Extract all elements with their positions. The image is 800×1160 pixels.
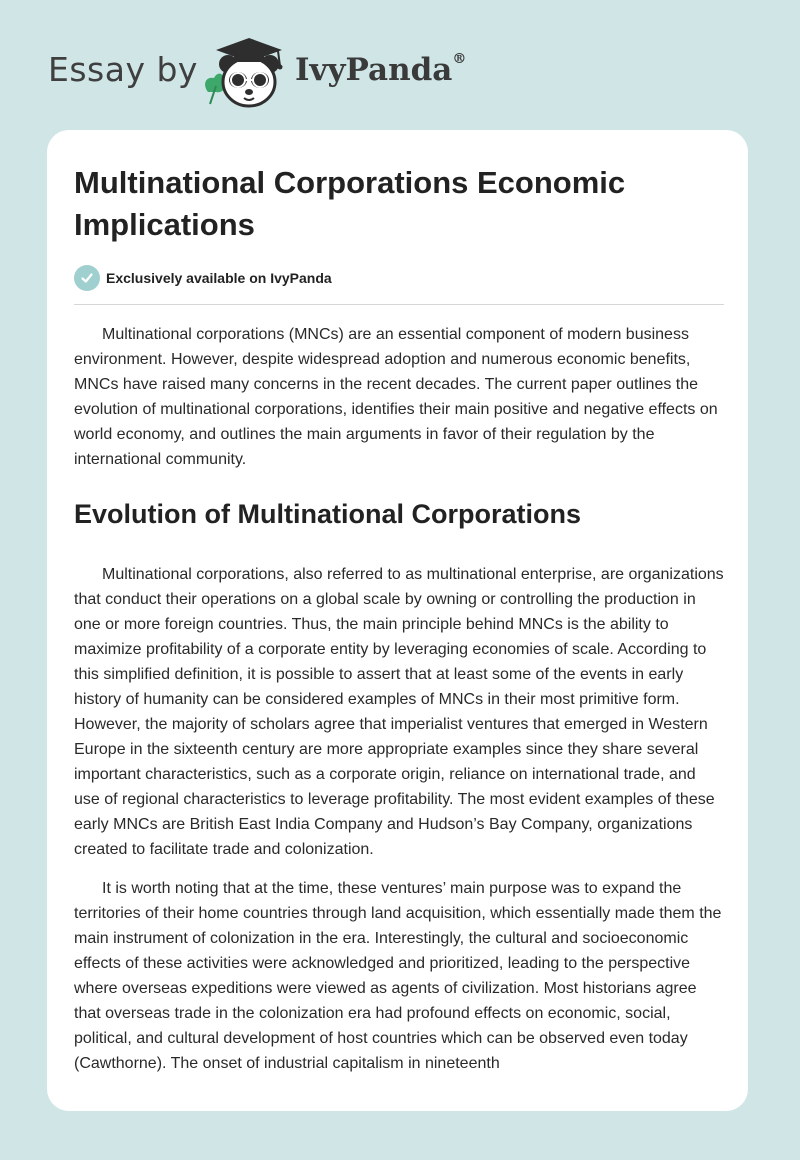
essay-title: Multinational Corporations Economic Implications	[74, 165, 626, 242]
essay-content	[74, 162, 724, 1076]
body-paragraph-2: It is worth noting that at the time, these ventures’ main purpose was to expand the territories of their home countries through land acquisition, which essentially made them the main instrument of colonization in the era. Interestingly, the cultural and socioeconomic effects of these activities were acknowledged and prioritized, leading to the perspective where overseas expeditions were viewed as agents of civilization. Most historians agree that overseas trade in the colonization era had profound effects on economic, social, political, and cultural development of host countries which can be observed even today (Cawthorne). The onset of industrial capitalism in nineteenth	[74, 880, 722, 1072]
exclusive-badge-text: Exclusively available on IvyPanda	[106, 270, 332, 286]
site-header	[48, 30, 768, 110]
body-paragraph-1: Multinational corporations, also referred to as multinational enterprise, are organizations that conduct their operations on a global scale by owning or controlling the production in one or more foreign countries. Thus, the main principle behind MNCs is the ability to maximize profitability of a corporate entity by leveraging economies of scale. According to this simplified definition, it is possible to assert that at least some of the events in early history of humanity can be considered examples of MNCs in their most primitive form. However, the majority of scholars agree that imperialist ventures that emerged in Western Europe in the sixteenth century are more appropriate examples since they share several important characteristics, such as a corporate origin, reliance on international trade, and use of regional characteristics to leverage profitability. The most evident examples of these early MNCs are British East India Company and Hudson’s Bay Company, organizations created to facilitate trade and colonization.	[74, 566, 724, 858]
essay-by-label: Essay by	[48, 50, 198, 89]
panda-logo-icon	[200, 34, 290, 110]
exclusive-badge	[74, 264, 724, 292]
section-heading: Evolution of Multinational Corporations	[74, 499, 581, 529]
intro-paragraph: Multinational corporations (MNCs) are an essential component of modern business environment. However, despite widespread adoption and numerous economic benefits, MNCs have raised many concerns in the recent decades. The current paper outlines the evolution of multinational corporations, identifies their main positive and negative effects on world economy, and outlines the main arguments in favor of their regulation by the international community.	[74, 326, 718, 468]
check-circle-icon	[74, 265, 100, 291]
essay-card	[47, 130, 748, 1111]
brand-name[interactable]: IvyPanda®	[295, 50, 467, 88]
divider	[74, 304, 724, 305]
